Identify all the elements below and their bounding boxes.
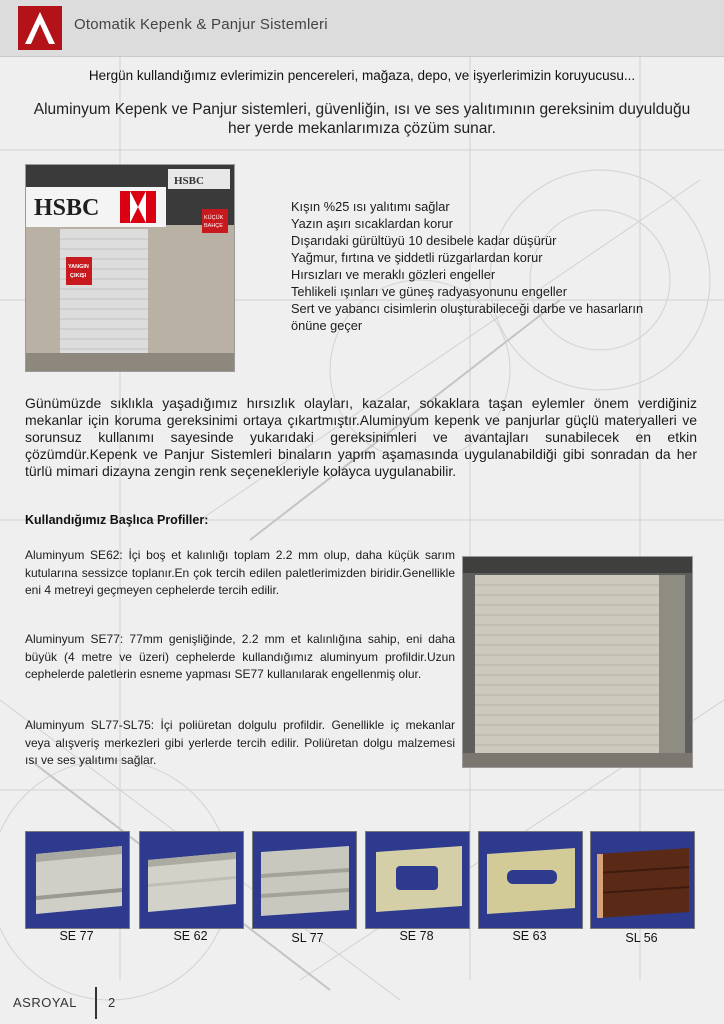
- hsbc-hexagon-icon: [120, 191, 156, 223]
- intro-lead: Aluminyum Kepenk ve Panjur sistemleri, güvenliğin, ısı ve ses yalıtımının gereksinim duyulduğu her yerde mekanlarımıza çözüm sunar.: [33, 101, 691, 137]
- thumb-label-se77: SE 77: [59, 929, 94, 943]
- thumb-label-sl56: SL 56: [625, 931, 658, 945]
- profile-thumb-sl56: [590, 831, 695, 929]
- shutter-sign-line1: YANGIN: [68, 264, 89, 270]
- benefits-list: [291, 198, 671, 334]
- footer-divider: [95, 987, 97, 1019]
- profile-description-sl77: Aluminyum SL77-SL75: İçi poliüretan dolgulu profildir. Genellikle iç mekanlar veya alışveriş merkezleri gibi yerlerde tercih edilir. Poliüretan dolgu malzemesi ısı ve ses yalıtımı sağlar.: [25, 718, 455, 767]
- page-header: [0, 0, 724, 57]
- storefront-photo: [25, 164, 235, 372]
- profile-description-se62: Aluminyum SE62: İçi boş et kalınlığı toplam 2.2 mm olup, daha küçük sarım kutularına sessizce toplanır.En çok tercih edilen paletlerimizden biridir.Genellikle eni 4 metreyi geçmeyen cephelerde tercih edilir.: [25, 548, 455, 597]
- body-paragraph: Günümüzde sıklıkla yaşadığımız hırsızlık olayları, kazalar, sokaklara taşan eylemler önem verdiğiniz mekanlar için koruma gereksinimi ortaya çıkartmıştır.Aluminyum kepenk ve panjurlar güçlü materyalleri ve sorunsuz kullanımı sayesinde yukarıdaki gereksinimleri ve avantajları sunabilecek en etkin çözümdür.Kepenk ve Panjur Sistemleri binaların yapım aşamasında uygulanabildiği gibi sonradan da her türlü mimari dizayna zengin renk seçenekleriyle kolayca uygulanabilir.: [25, 395, 697, 479]
- page-number: 2: [108, 995, 116, 1010]
- thumb-label-se62: SE 62: [173, 929, 208, 943]
- benefit-item: Yazın aşırı sıcaklardan korur: [291, 216, 453, 231]
- profile-thumb-se62: [139, 831, 244, 929]
- thumb-label-se78: SE 78: [399, 929, 434, 943]
- benefit-item: Yağmur, fırtına ve şiddetli rüzgarlardan korur: [291, 250, 543, 265]
- profiles-title: Kullandığımız Başlıca Profiller:: [25, 513, 209, 527]
- interior-shutter-photo: [462, 556, 693, 768]
- brand-logo: [18, 6, 62, 50]
- footer-brand: ASROYAL: [13, 995, 77, 1010]
- thumb-label-sl77: SL 77: [291, 931, 324, 945]
- street-sign-line2: BAHÇE: [204, 223, 223, 229]
- hsbc-sign-text: HSBC: [34, 195, 100, 221]
- header-title: Otomatik Kepenk & Panjur Sistemleri: [74, 16, 328, 33]
- intro-tagline: Hergün kullandığımız evlerimizin pencereleri, mağaza, depo, ve işyerlerimizin koruyucusu...: [88, 68, 636, 83]
- profile-thumb-se77: [25, 831, 130, 929]
- profile-thumb-sl77: [252, 831, 357, 929]
- hsbc-small-sign: HSBC: [174, 175, 204, 187]
- profile-thumb-se63: [478, 831, 583, 929]
- shutter-sign-line2: ÇIKIŞI: [70, 273, 87, 279]
- street-sign-line1: KÜÇÜK: [204, 215, 224, 221]
- benefit-item: Sert ve yabancı cisimlerin oluşturabileceği darbe ve hasarların önüne geçer: [291, 301, 644, 333]
- benefit-item: Dışarıdaki gürültüyü 10 desibele kadar düşürür: [291, 233, 557, 248]
- benefit-item: Hırsızları ve meraklı gözleri engeller: [291, 267, 496, 282]
- logo-a-icon: [18, 6, 62, 50]
- profile-description-se77: Aluminyum SE77: 77mm genişliğinde, 2.2 mm et kalınlığına sahip, eni daha büyük (4 metre ve üzeri) cephelerde kullandığımız aluminyum profildir.Uzun cephelerde paletlerin esneme yapması SE77 kullanılarak engellenmiş olur.: [25, 632, 455, 681]
- profile-thumb-se78: [365, 831, 470, 929]
- benefit-item: Kışın %25 ısı yalıtımı sağlar: [291, 199, 450, 214]
- benefit-item: Tehlikeli ışınları ve güneş radyasyonunu engeller: [291, 284, 568, 299]
- thumb-label-se63: SE 63: [512, 929, 547, 943]
